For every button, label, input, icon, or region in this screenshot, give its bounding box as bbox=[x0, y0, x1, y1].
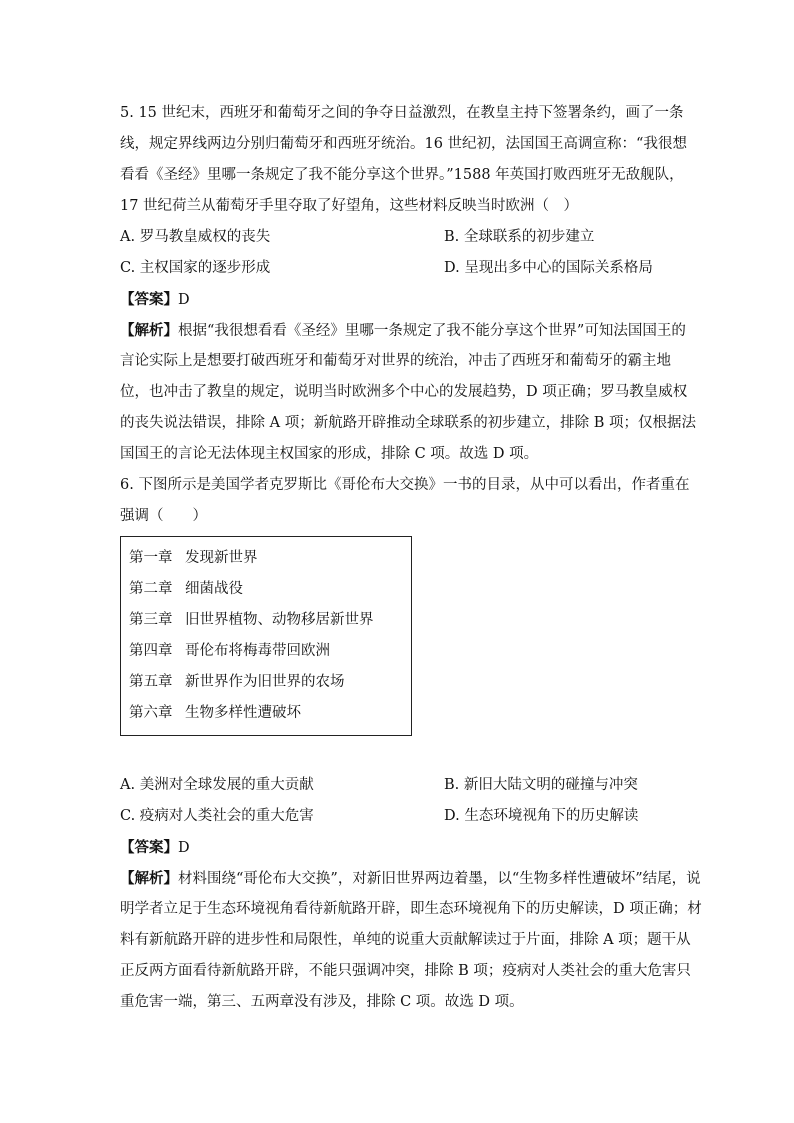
table-of-contents-box bbox=[120, 536, 412, 736]
spacer bbox=[120, 736, 680, 770]
q5-option-a: A. 罗马教皇威权的丧失 bbox=[120, 229, 271, 245]
q6-analysis-line: 重危害一端，第三、五两章没有涉及，排除 C 项。故选 D 项。 bbox=[120, 994, 524, 1010]
q5-option-b: B. 全球联系的初步建立 bbox=[444, 229, 595, 245]
q6-analysis-line: 料有新航路开辟的进步性和局限性，单纯的说重大贡献解读过于片面，排除 A 项；题干从 bbox=[120, 932, 691, 948]
question-6 bbox=[120, 470, 702, 1018]
toc-title: 生物多样性遭破坏 bbox=[185, 705, 301, 721]
q5-stem-line: 5. 15 世纪末，西班牙和葡萄牙之间的争夺日益激烈，在教皇主持下签署条约，画了一条 bbox=[120, 105, 684, 121]
toc-chapter: 第五章 bbox=[129, 674, 173, 690]
q5-option-c: C. 主权国家的逐步形成 bbox=[120, 260, 271, 276]
answer-label: 【答案】 bbox=[120, 839, 178, 856]
q5-stem-line: 17 世纪荷兰从葡萄牙手里夺取了好望角，这些材料反映当时欧洲（ ） bbox=[120, 198, 579, 214]
toc-row bbox=[129, 698, 411, 729]
analysis-label: 【解析】 bbox=[120, 870, 178, 887]
toc-chapter: 第六章 bbox=[129, 705, 173, 721]
q6-analysis-line: 明学者立足于生态环境视角看待新航路开辟，即生态环境视角下的历史解读，D 项正确；材 bbox=[120, 901, 702, 917]
answer-value: D bbox=[178, 840, 190, 856]
toc-title: 哥伦布将梅毒带回欧洲 bbox=[185, 643, 330, 659]
q5-option-d: D. 呈现出多中心的国际关系格局 bbox=[444, 260, 653, 276]
answer-value: D bbox=[178, 292, 190, 308]
toc-chapter: 第二章 bbox=[129, 581, 173, 597]
q6-option-b: B. 新旧大陆文明的碰撞与冲突 bbox=[444, 777, 638, 793]
toc-title: 细菌战役 bbox=[185, 581, 243, 597]
q6-option-d: D. 生态环境视角下的历史解读 bbox=[444, 808, 639, 824]
q6-stem-line: 强调（ ） bbox=[120, 508, 207, 524]
analysis-text: 根据“我很想看看《圣经》里哪一条规定了我不能分享这个世界”可知法国国王的 bbox=[178, 323, 686, 339]
q6-options-row bbox=[120, 770, 680, 801]
toc-row bbox=[129, 543, 411, 574]
q5-analysis-line: 的丧失说法错误，排除 A 项；新航路开辟推动全球联系的初步建立，排除 B 项；仅根据法 bbox=[120, 415, 697, 431]
toc-row bbox=[129, 636, 411, 667]
q6-stem-line: 6. 下图所示是美国学者克罗斯比《哥伦布大交换》一书的目录，从中可以看出，作者重在 bbox=[120, 477, 690, 493]
document-page bbox=[120, 98, 702, 1018]
q5-stem-line: 线，规定界线两边分别归葡萄牙和西班牙统治。16 世纪初，法国国王高调宣称：“我很想 bbox=[120, 136, 687, 152]
q5-analysis-line: 位，也冲击了教皇的规定，说明当时欧洲多个中心的发展趋势，D 项正确；罗马教皇威权 bbox=[120, 384, 688, 400]
analysis-text: 材料围绕“哥伦布大交换”，对新旧世界两边着墨，以“生物多样性遭破坏”结尾，说 bbox=[178, 871, 701, 887]
q5-analysis-line bbox=[120, 315, 686, 346]
q5-analysis-line: 言论实际上是想要打破西班牙和葡萄牙对世界的统治，冲击了西班牙和葡萄牙的霸主地 bbox=[120, 353, 671, 369]
toc-chapter: 第一章 bbox=[129, 550, 173, 566]
q5-options-row bbox=[120, 222, 680, 253]
question-5 bbox=[120, 98, 697, 470]
analysis-label: 【解析】 bbox=[120, 322, 178, 339]
toc-row bbox=[129, 574, 411, 605]
q6-analysis-line: 正反两方面看待新航路开辟，不能只强调冲突，排除 B 项；疫病对人类社会的重大危害只 bbox=[120, 963, 691, 979]
toc-title: 旧世界植物、动物移居新世界 bbox=[185, 612, 374, 628]
toc-title: 新世界作为旧世界的农场 bbox=[185, 674, 345, 690]
toc-row bbox=[129, 667, 411, 698]
toc-title: 发现新世界 bbox=[185, 550, 258, 566]
q5-analysis-line: 国国王的言论无法体现主权国家的形成，排除 C 项。故选 D 项。 bbox=[120, 446, 539, 462]
q6-answer bbox=[120, 832, 680, 863]
q6-option-c: C. 疫病对人类社会的重大危害 bbox=[120, 808, 314, 824]
q6-option-a: A. 美洲对全球发展的重大贡献 bbox=[120, 777, 314, 793]
q6-options-row bbox=[120, 801, 680, 832]
q6-analysis-line bbox=[120, 863, 701, 894]
toc-row bbox=[129, 605, 411, 636]
toc-chapter: 第四章 bbox=[129, 643, 173, 659]
answer-label: 【答案】 bbox=[120, 291, 178, 308]
toc-chapter: 第三章 bbox=[129, 612, 173, 628]
q5-answer bbox=[120, 284, 680, 315]
q5-options-row bbox=[120, 253, 680, 284]
q5-stem-line: 看看《圣经》里哪一条规定了我不能分享这个世界。”1588 年英国打败西班牙无敌舰队， bbox=[120, 167, 684, 183]
